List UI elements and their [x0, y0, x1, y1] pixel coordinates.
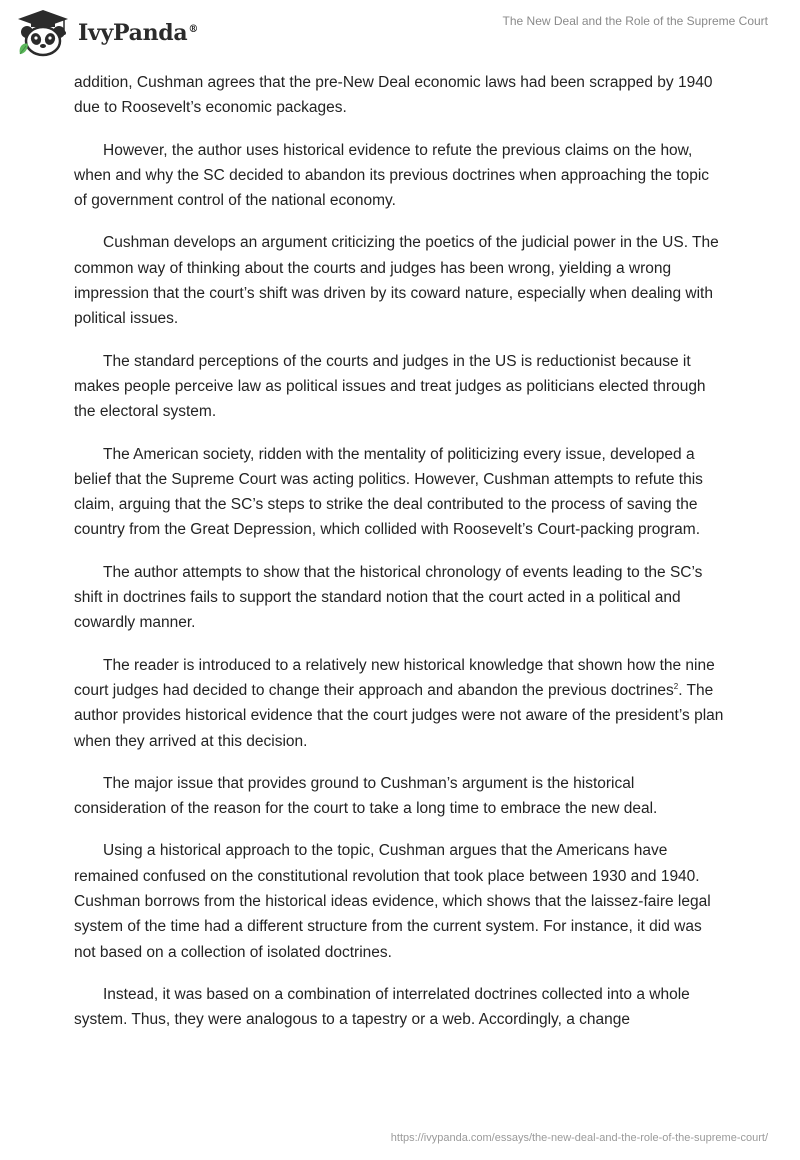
footnote-reference[interactable]: 2 [673, 681, 679, 691]
paragraph-text: The reader is introduced to a relatively new historical knowledge that shown how the nine court judges had decided to change their approach and abandon the previous doctrines [74, 656, 715, 699]
paragraph: Instead, it was based on a combination of interrelated doctrines collected into a whole system. Thus, they were analogous to a tapestry or a web. Accordingly, a change [74, 985, 690, 1029]
paragraph: The American society, ridden with the mentality of politicizing every issue, developed a belief that the Supreme Court was acting politics. However, Cushman attempts to refute this claim, arguing that the SC’s steps to strike the deal contributed to the process of saving the country from the Great Depression, which collided with Roosevelt’s Court-packing program. [74, 445, 703, 539]
paragraph: Using a historical approach to the topic, Cushman argues that the Americans have remained confused on the constitutional revolution that took place between 1930 and 1940. Cushman borrows from the historical ideas evidence, which shows that the laissez-faire legal system of the time had a different structure from the current system. For instance, it did was not based on a collection of isolated doctrines. [74, 842, 711, 961]
essay-body [74, 70, 724, 1050]
paragraph: The author attempts to show that the historical chronology of events leading to the SC’s shift in doctrines fails to support the standard notion that the court acted in a political and cowardly manner. [74, 563, 703, 632]
paragraph: The standard perceptions of the courts and judges in the US is reductionist because it makes people perceive law as political issues and treat judges as politicians elected through the electoral system. [74, 352, 706, 421]
paragraph-with-footnote [74, 653, 724, 754]
page-header [0, 0, 800, 70]
ivypanda-logo[interactable] [14, 8, 198, 58]
paragraph-continued: addition, Cushman agrees that the pre-New Deal economic laws had been scrapped by 1940 due to Roosevelt’s economic packages. [74, 74, 713, 117]
source-url[interactable]: https://ivypanda.com/essays/the-new-deal-and-the-role-of-the-supreme-court/ [390, 1132, 768, 1144]
paragraph-text: . The author provides historical evidence that the court judges were not aware of the president’s plan when they arrived at this decision. [74, 681, 724, 750]
paragraph: Cushman develops an argument criticizing the poetics of the judicial power in the US. The common way of thinking about the courts and judges has been wrong, yielding a wrong impression that the court’s shift was driven by its coward nature, especially when dealing with political issues. [74, 234, 719, 328]
document-title: The New Deal and the Role of the Supreme Court [502, 14, 768, 28]
logo-wordmark: IvyPanda® [78, 20, 199, 46]
paragraph: However, the author uses historical evidence to refute the previous claims on the how, when and why the SC decided to abandon its previous doctrines when approaching the topic of government control of the national economy. [74, 141, 710, 210]
panda-graduate-icon [14, 8, 72, 58]
paragraph: The major issue that provides ground to Cushman’s argument is the historical consideration of the reason for the court to take a long time to embrace the new deal. [74, 774, 658, 818]
